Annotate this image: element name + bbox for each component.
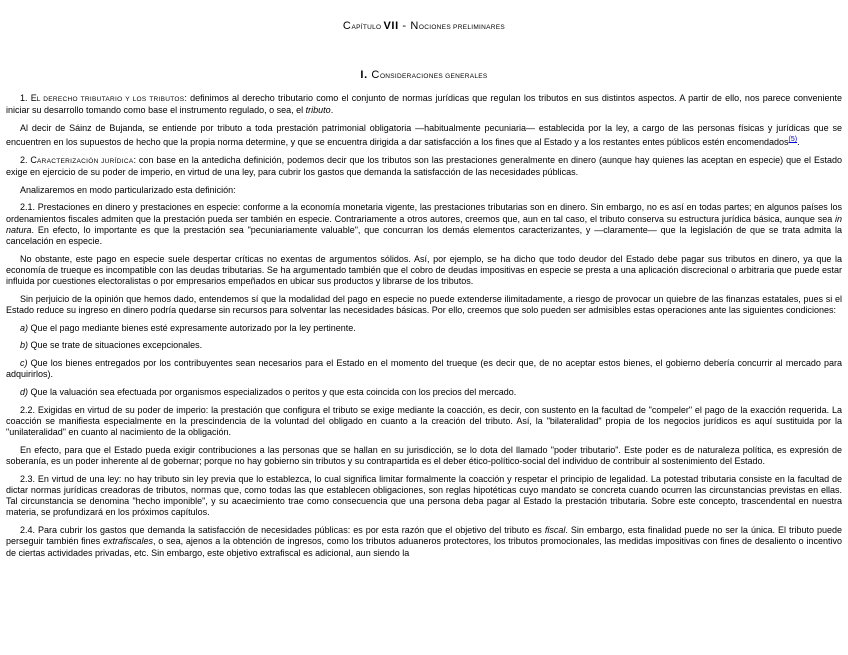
condition-item-a: a) Que el pago mediante bienes esté expresamente autorizado por la ley pertinente. bbox=[20, 322, 356, 333]
footnote-link-5[interactable]: (5) bbox=[788, 136, 798, 144]
paragraph-criticas: No obstante, este pago en especie suele despertar críticas no exentas de argumentos sólidos. Así, por ejemplo, se ha dicho que todo deudor del Estado debe pagar sus tributos en dinero, ya que la economía de trueque es incompatible con las deudas tributarias. Se ha argumentado también que el cobro de deudas impositivas en especie se presta a una aplicación discrecional o arbitraria que puede estar influida por cuestiones electoralistas o por empresarios empeñados en ubicar sus productos y librarse de los tributos. bbox=[6, 253, 842, 287]
condition-item-c: c) Que los bienes entregados por los contribuyentes sean necesarios para el Estado en el momento del trueque (es decir que, de no aceptar estos bienes, el gobierno debería concurrir al mercado para adquirirlos). bbox=[6, 358, 842, 380]
paragraph-analisis: Analizaremos en modo particularizado esta definición: bbox=[20, 184, 236, 195]
paragraph-derecho-tributario: 1. EL DERECHO TRIBUTARIO Y LOS TRIBUTOS: definimos al derecho tributario como el conjunto de normas jurídicas que regulan los tributos en sus distintos aspectos. A partir de ello, nos parece conveniente iniciar su desarrollo tomando como base el instrumento regulado, o sea, el tributo. bbox=[6, 93, 842, 116]
condition-item-d: d) Que la valuación sea efectuada por organismos especializados o peritos y que esta coincida con los precios del mercado. bbox=[20, 387, 517, 398]
section-title: I. CONSIDERACIONES GENERALES bbox=[360, 69, 488, 81]
paragraph-condiciones-intro: Sin perjuicio de la opinión que hemos dado, entendemos sí que la modalidad del pago en especie no puede extenderse ilimitadamente, a riesgo de provocar un quiebre de las finanzas estatales, pues si el Estado reduce su ingreso en dinero podría quedarse sin recursos para solventar las necesidades básicas. Por ello, creemos que solo pueden ser admisibles estas operaciones ante las siguientes condiciones: bbox=[6, 293, 842, 316]
document-body bbox=[6, 93, 842, 565]
paragraph-definicion-tributo: Al decir de Sáinz de Bujanda, se entiende por tributo a toda prestación patrimonial obligatoria —habitualmente pecuniaria— establecida por la ley, a cargo de las personas físicas y jurídicas que se encuentren en los supuestos de hecho que la propia norma determine, y que se encuentra dirigida a dar satisfacción a los fines que al Estado y a los restantes entes públicos estén encomendados$^{(5)}$. bbox=[6, 122, 842, 148]
paragraph-poder-tributario: En efecto, para que el Estado pueda exigir contribuciones a las personas que se hallan en su jurisdicción, se lo dota del llamado "poder tributario". Este poder es de naturaleza política, es expresión de soberanía, es un poder inherente al de gobernar; porque no hay gobierno sin tributos y su contrapartida es el deber ético-político-social del individuo de contribuir al sostenimiento del Estado. bbox=[6, 444, 842, 467]
paragraph-en-virtud-ley: 2.3. En virtud de una ley: no hay tributo sin ley previa que lo establezca, lo cual significa limitar formalmente la coacción y respetar el principio de legalidad. La potestad tributaria consiste en la facultad de dictar normas jurídicas creadoras de tributos, normas que, como todas las que establecen obligaciones, son reglas hipotéticas cuyo mandato se concreta cuando ocurren las circunstancias previstas en ellas. Tal circunstancia se denomina "hecho imponible", y su acaecimiento trae como consecuencia que una persona deba pagar al Estado la prestación tributaria. Sobre este concepto, trascendental en nuestra materia, se profundizará en los próximos capítulos. bbox=[6, 473, 842, 518]
paragraph-poder-imperio: 2.2. Exigidas en virtud de su poder de imperio: la prestación que configura el tributo se exige mediante la coacción, es decir, con sustento en la facultad de "compeler" el pago de la exacción requerida. La coacción se manifiesta especialmente en la prescindencia de la voluntad del obligado en cuanto a la creación del tributo. Así, la "bilateralidad" propia de los negocios jurídicos es aquí sustituida por la "unilateralidad" en cuanto al nacimiento de la obligación. bbox=[6, 404, 842, 438]
paragraph-caracterizacion-juridica: 2. CARACTERIZACIÓN JURÍDICA: con base en la antedicha definición, podemos decir que los tributos son las prestaciones generalmente en dinero (aunque hay quienes las aceptan en especie) que el Estado exige en ejercicio de su poder de imperio, en virtud de una ley, para cubrir los gastos que demanda la satisfacción de las necesidades públicas. bbox=[6, 154, 842, 178]
paragraph-gastos-publicos: 2.4. Para cubrir los gastos que demanda la satisfacción de necesidades públicas: es por esta razón que el objetivo del tributo es fiscal. Sin embargo, esta finalidad puede no ser la única. El tributo puede perseguir también fines extrafiscales, o sea, ajenos a la obtención de ingresos, como los tributos aduaneros protectores, los tributos promocionales, las medidas impositivas con fines de desaliento o incentivo de ciertas actividades privadas, etc. Sin embargo, este objetivo extrafiscal es adicional, aun siendo la bbox=[6, 525, 842, 558]
paragraph-prestaciones: 2.1. Prestaciones en dinero y prestaciones en especie: conforme a la economía monetaria vigente, las prestaciones tributarias son en dinero. Sin embargo, no es así en todas partes; en algunos países los ordenamientos fiscales admiten que la prestación pueda ser también en especie. Contrariamente a otros autores, creemos que, aun en tal caso, el tributo conserva su estructura jurídica básica, aunque sea in natura. En efecto, lo importante es que la prestación sea "pecuniariamente valuable", que concurran los demás elementos caracterizantes, y —claramente— que la legislación de que se trata admita la cancelación en especie. bbox=[6, 202, 842, 247]
condition-item-b: b) Que se trate de situaciones excepcionales. bbox=[20, 340, 203, 351]
chapter-title: CAPÍTULO VII - NOCIONES PRELIMINARES bbox=[342, 20, 506, 32]
